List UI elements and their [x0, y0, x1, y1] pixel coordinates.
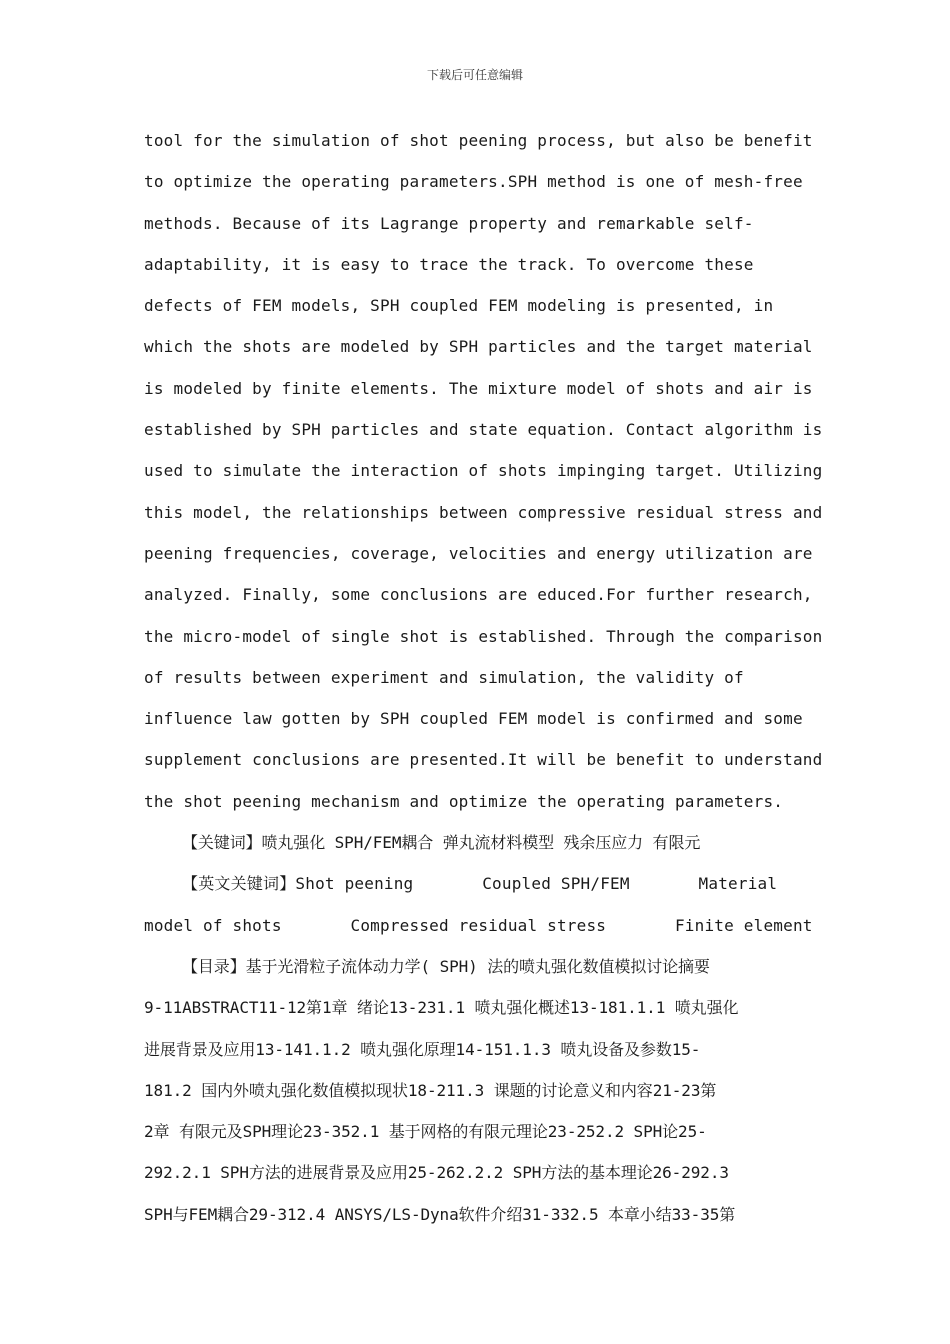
body-line: tool for the simulation of shot peening process, but also be benefit — [144, 131, 813, 150]
body-line: defects of FEM models, SPH coupled FEM modeling is presented, in — [144, 296, 774, 316]
body-line: influence law gotten by SPH coupled FEM model is confirmed and some — [144, 709, 803, 729]
body-line: is modeled by finite elements. The mixture model of shots and air is — [144, 378, 813, 398]
body-line: to optimize the operating parameters.SPH method is one of mesh-free — [144, 172, 803, 192]
table-of-contents — [144, 946, 808, 1235]
body-line: this model, the relationships between compressive residual stress and — [144, 502, 823, 522]
body-line: used to simulate the interaction of shots impinging target. Utilizing — [144, 461, 823, 481]
body-line: of results between experiment and simulation, the validity of — [144, 667, 744, 687]
toc-line: 2章 有限元及SPH理论23-352.1 基于网格的有限元理论23-252.2 SPH论25- — [144, 1122, 707, 1142]
english-keywords-line: model of shots Compressed residual stress Finite element — [144, 915, 813, 935]
toc-line: 292.2.1 SPH方法的进展背景及应用25-262.2.2 SPH方法的基本理论26-292.3 — [144, 1163, 729, 1183]
keywords-line: 【关键词】喷丸强化 SPH/FEM耦合 弹丸流材料模型 残余压应力 有限元 — [182, 833, 701, 853]
english-keywords — [144, 863, 813, 946]
body-line: the shot peening mechanism and optimize the operating parameters. — [144, 791, 784, 811]
body-line: methods. Because of its Lagrange property and remarkable self- — [144, 213, 754, 233]
body-line: which the shots are modeled by SPH particles and the target material — [144, 337, 813, 357]
english-keywords-line: 【英文关键词】Shot peening Coupled SPH/FEM Material — [182, 874, 778, 894]
abstract-paragraph — [144, 120, 823, 822]
document-body — [144, 120, 823, 1235]
body-line: peening frequencies, coverage, velocities and energy utilization are — [144, 543, 813, 563]
toc-line: 181.2 国内外喷丸强化数值模拟现状18-211.3 课题的讨论意义和内容21-23第 — [144, 1080, 717, 1100]
body-line: established by SPH particles and state equation. Contact algorithm is — [144, 420, 823, 440]
body-line: the micro-model of single shot is established. Through the comparison — [144, 626, 823, 646]
page-header: 下载后可任意编辑 — [426, 68, 523, 82]
body-line: adaptability, it is easy to trace the track. To overcome these — [144, 254, 754, 274]
body-line: supplement conclusions are presented.It will be benefit to understand — [144, 750, 823, 770]
toc-line: 【目录】基于光滑粒子流体动力学( SPH) 法的喷丸强化数值模拟讨论摘要 — [182, 956, 710, 976]
toc-line: 进展背景及应用13-141.1.2 喷丸强化原理14-151.1.3 喷丸设备及参数15- — [144, 1039, 701, 1059]
toc-line: 9-11ABSTRACT11-12第1章 绪论13-231.1 喷丸强化概述13-181.1.1 喷丸强化 — [144, 998, 739, 1018]
body-line: analyzed. Finally, some conclusions are educed.For further research, — [144, 585, 813, 605]
toc-line: SPH与FEM耦合29-312.4 ANSYS/LS-Dyna软件介绍31-332.5 本章小结33-35第 — [144, 1204, 736, 1224]
